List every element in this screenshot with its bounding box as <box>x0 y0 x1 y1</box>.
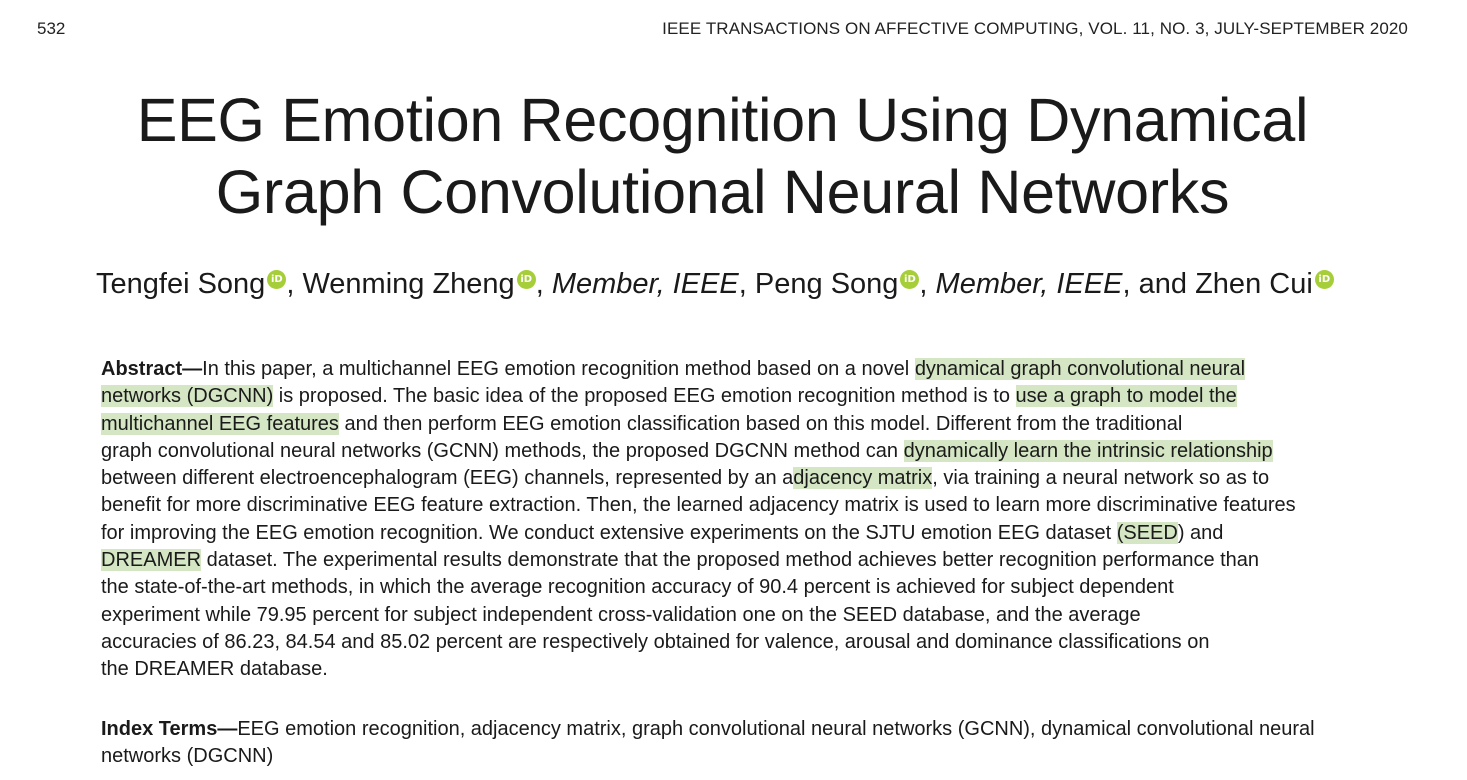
abstract <box>101 356 1401 684</box>
index-terms-heading: Index Terms— <box>101 718 238 740</box>
title-line-1: EEG Emotion Recognition Using Dynamical <box>136 86 1309 154</box>
highlight: djacency matrix <box>793 467 933 490</box>
orcid-icon[interactable]: iD <box>517 270 536 289</box>
highlight: use a graph to model the <box>1015 385 1237 408</box>
index-terms-line: networks (DGCNN) <box>101 745 274 768</box>
author-name: Tengfei Song <box>96 268 266 300</box>
abstract-line: DREAMER dataset. The experimental results demonstrate that the proposed method achieves better recognition performance than <box>101 549 1260 572</box>
abstract-line: for improving the EEG emotion recognition. We conduct extensive experiments on the SJTU emotion EEG dataset (SEED) and <box>101 521 1224 544</box>
orcid-icon[interactable]: iD <box>1315 270 1334 289</box>
highlight: dynamical graph convolutional neural <box>914 358 1246 380</box>
author-list: Tengfei Song iD , Wenming Zheng iD , Member, IEEE, Peng Song iD , Member, IEEE, and Zhen Cui iD <box>96 264 1334 304</box>
paper-title <box>0 84 1445 228</box>
abstract-line: multichannel EEG features and then perform EEG emotion classification based on this model. Different from the traditional <box>101 412 1183 435</box>
author-affiliation: Member, IEEE <box>551 268 739 300</box>
author-name: Peng Song <box>754 268 899 300</box>
highlight: dynamically learn the intrinsic relationship <box>903 439 1273 462</box>
abstract-line: accuracies of 86.23, 84.54 and 85.02 percent are respectively obtained for valence, arousal and dominance classifications on <box>101 630 1210 653</box>
author-affiliation: Member, IEEE <box>935 268 1123 300</box>
page-number: 532 <box>37 19 66 38</box>
abstract-line: the DREAMER database. <box>101 658 328 681</box>
author-name: Zhen Cui <box>1195 268 1313 300</box>
highlight: networks (DGCNN) <box>101 385 274 408</box>
abstract-line: between different electroencephalogram (EEG) channels, represented by an adjacency matrix, via training a neural network so as to <box>101 467 1270 490</box>
abstract-line: graph convolutional neural networks (GCNN) methods, the proposed DGCNN method can dynamically learn the intrinsic relationship <box>101 439 1273 462</box>
abstract-line: the state-of-the-art methods, in which the average recognition accuracy of 90.4 percent is achieved for subject dependent <box>101 576 1174 599</box>
index-terms <box>101 716 1421 771</box>
abstract-line: benefit for more discriminative EEG feature extraction. Then, the learned adjacency matrix is used to learn more discriminative features <box>101 494 1296 517</box>
abstract-line: networks (DGCNN) is proposed. The basic idea of the proposed EEG emotion recognition method is to use a graph to model the <box>101 385 1237 408</box>
highlight: multichannel EEG features <box>101 412 339 435</box>
author-name: Wenming Zheng <box>302 268 515 300</box>
abstract-heading: Abstract— <box>101 358 203 380</box>
orcid-icon[interactable]: iD <box>900 270 919 289</box>
abstract-line: Abstract—In this paper, a multichannel EEG emotion recognition method based on a novel dynamical graph convolutional neural <box>101 358 1246 380</box>
orcid-icon[interactable]: iD <box>267 270 286 289</box>
index-terms-line: Index Terms—EEG emotion recognition, adjacency matrix, graph convolutional neural networks (GCNN), dynamical convolutional neural <box>101 718 1315 740</box>
highlight: DREAMER <box>101 549 202 572</box>
abstract-line: experiment while 79.95 percent for subject independent cross-validation one on the SEED database, and the average <box>101 603 1141 626</box>
title-line-2: Graph Convolutional Neural Networks <box>215 158 1230 226</box>
journal-header: IEEE TRANSACTIONS ON AFFECTIVE COMPUTING, VOL. 11, NO. 3, JULY-SEPTEMBER 2020 <box>662 19 1408 38</box>
highlight: (SEED <box>1116 521 1178 544</box>
